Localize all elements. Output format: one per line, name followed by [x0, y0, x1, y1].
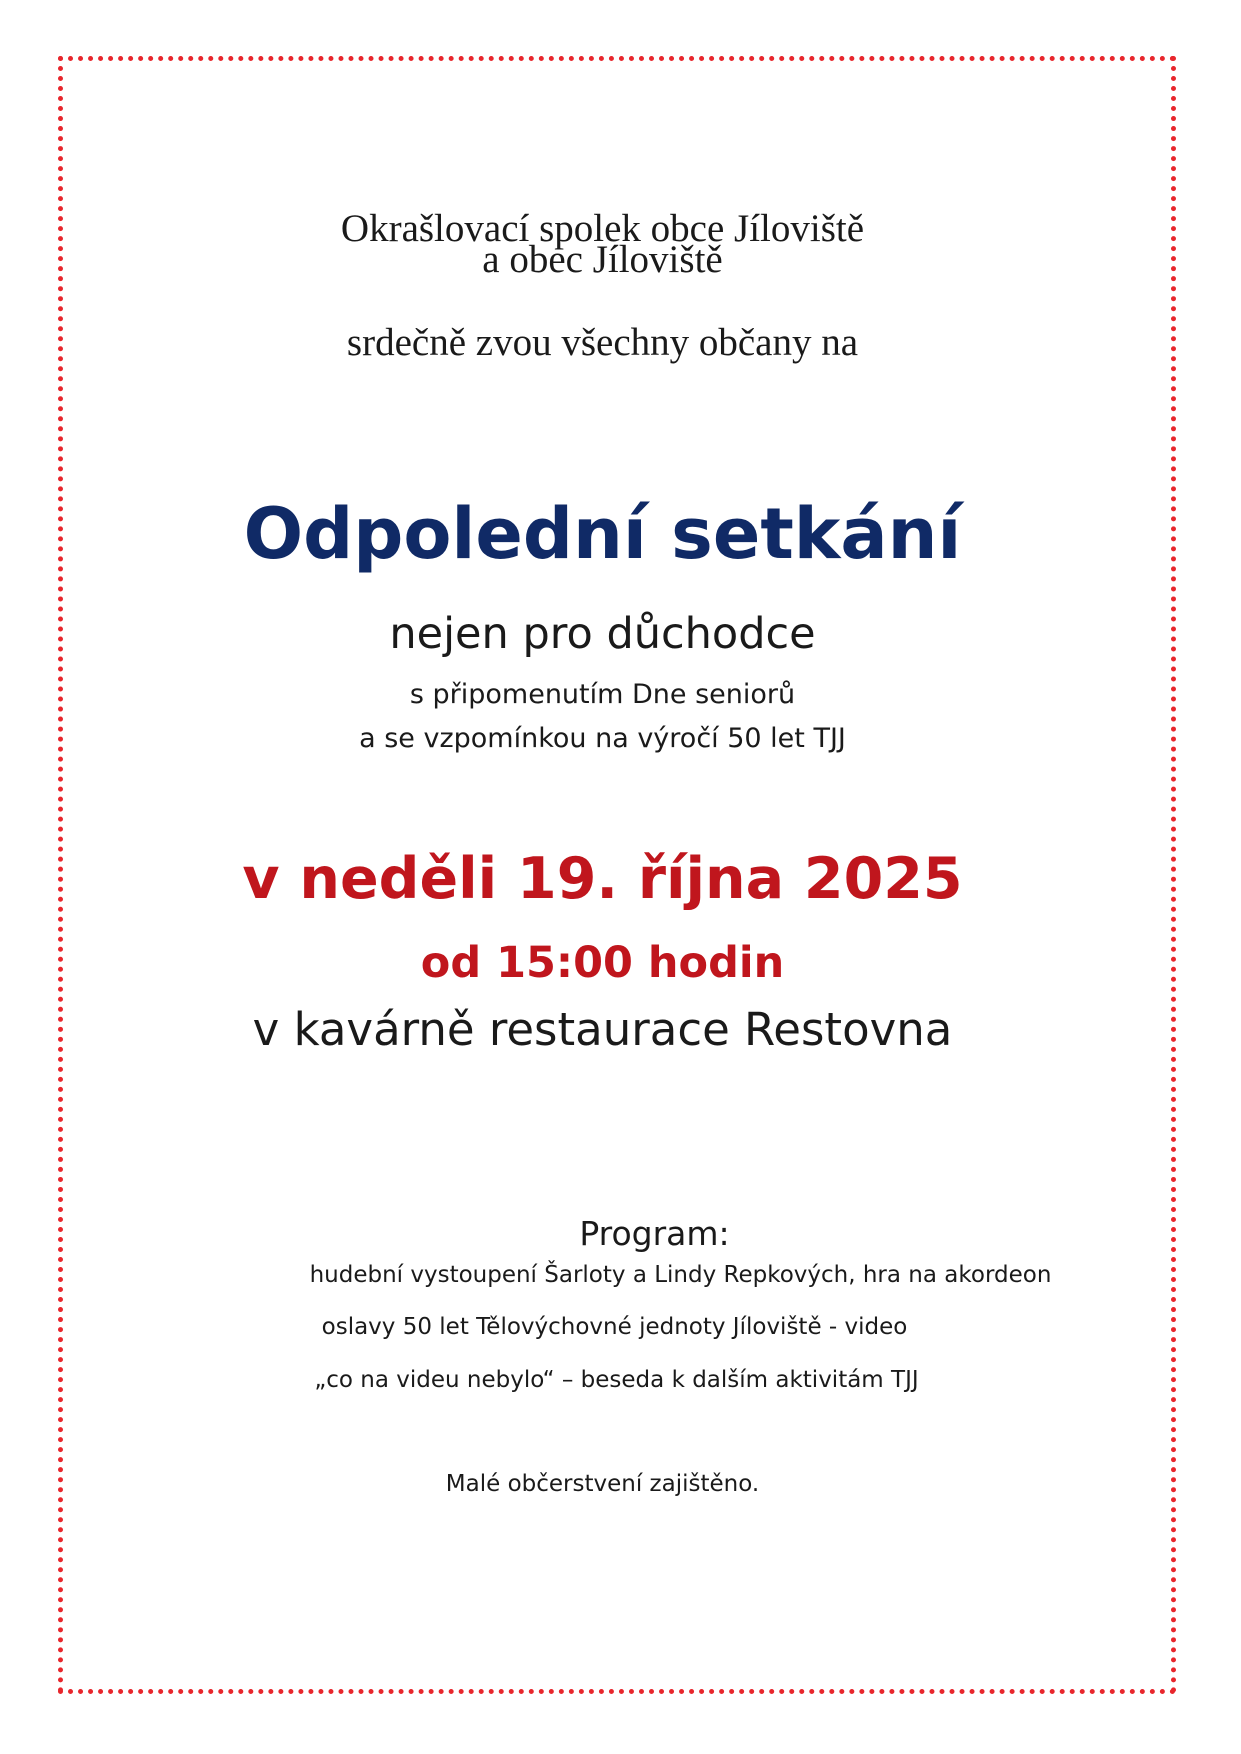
- event-place: v kavárně restaurace Restovna: [252, 1003, 953, 1056]
- program-item-3: „co na videu nebylo“ – beseda k dalším aktivitám TJJ: [314, 1367, 919, 1393]
- program-heading: Program:: [579, 1214, 730, 1253]
- event-subtitle: nejen pro důchodce: [389, 609, 816, 659]
- event-note-2: a se vzpomínkou na výročí 50 let TJJ: [359, 723, 846, 754]
- event-title: Odpolední setkání: [243, 493, 962, 575]
- refreshments-note: Malé občerstvení zajištěno.: [445, 1471, 760, 1497]
- program-item-2: oslavy 50 let Tělovýchovné jednoty Jíloviště - video: [321, 1314, 908, 1340]
- event-time: od 15:00 hodin: [420, 938, 785, 988]
- event-note-1: s připomenutím Dne seniorů: [409, 679, 796, 710]
- organizer-line-1: Okrašlovací spolek obce Jíloviště: [340, 207, 865, 250]
- organizer-line-2: a obec Jíloviště: [482, 238, 723, 281]
- organizer-line-3: srdečně zvou všechny občany na: [346, 321, 859, 364]
- program-item-1: hudební vystoupení Šarloty a Lindy Repkových, hra na akordeon: [309, 1262, 1052, 1288]
- event-date: v neděli 19. října 2025: [242, 846, 963, 912]
